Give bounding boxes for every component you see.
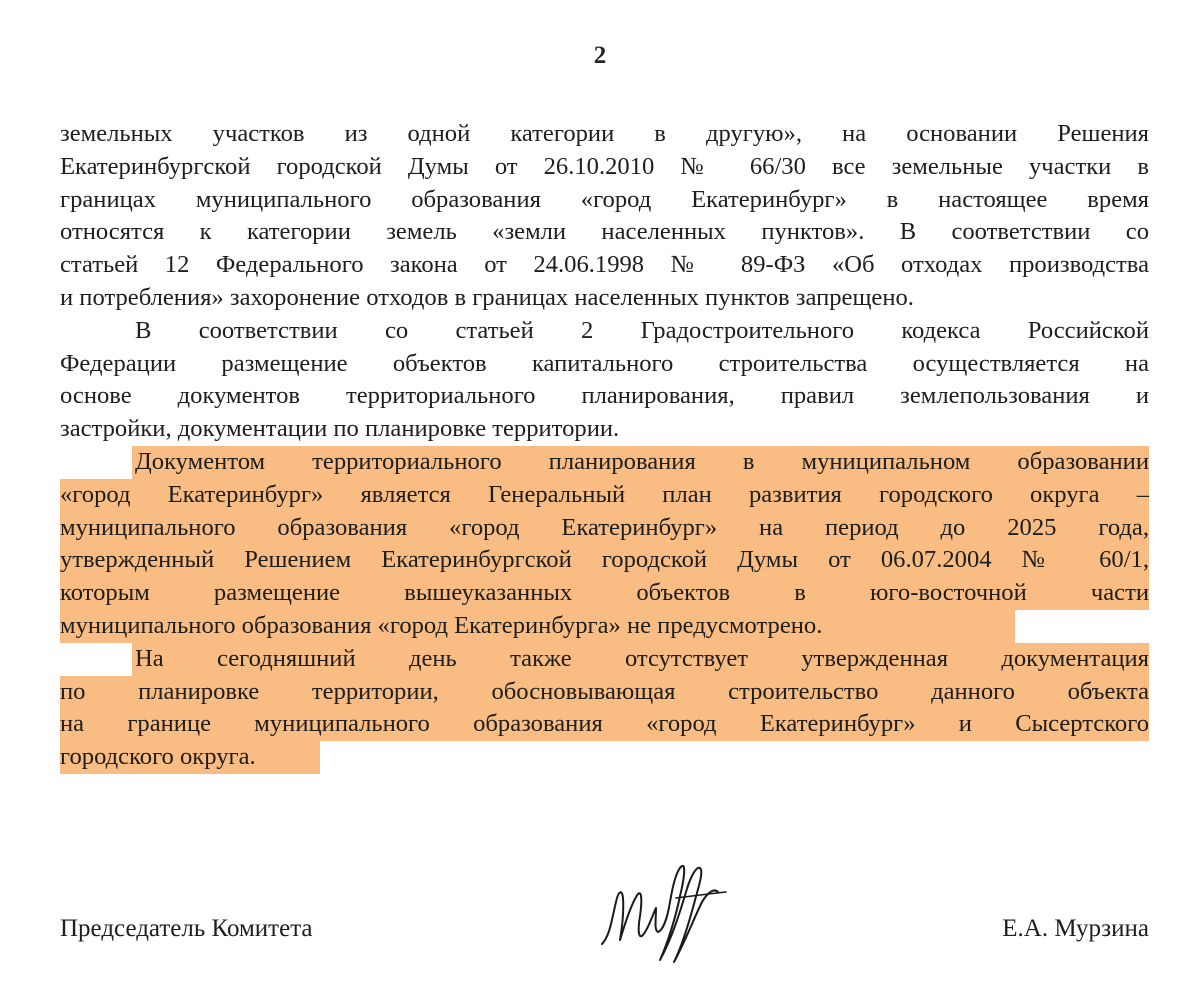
signatory-name: Е.А. Мурзина	[1002, 915, 1149, 942]
highlighted-text-line: муниципального образования «город Екатеринбург» на период до 2025 года,	[60, 512, 1149, 545]
highlighted-text-line: которым размещение вышеуказанных объектов в юго-восточной части	[60, 577, 1149, 610]
highlighted-text-line: утвержденный Решением Екатеринбургской городской Думы от 06.07.2004 № 60/1,	[60, 544, 1149, 577]
text-line: Федерации размещение объектов капитального строительства осуществляется на	[60, 349, 1149, 377]
signatory-title: Председатель Комитета	[60, 915, 313, 942]
text-line: застройки, документации по планировке территории.	[60, 415, 620, 443]
text-line: В соответствии со статьей 2 Градостроительного кодекса Российской	[135, 316, 1149, 344]
highlighted-text-line: Документом территориального планирования в муниципальном образовании	[132, 446, 1149, 479]
highlighted-text-line: муниципального образования «город Екатеринбурга» не предусмотрено.	[60, 610, 1015, 643]
text-line: основе документов территориального планирования, правил землепользования и	[60, 382, 1149, 410]
highlighted-text-line: «город Екатеринбург» является Генеральный план развития городского округа –	[60, 479, 1149, 512]
highlighted-text-line: городского округа.	[60, 741, 320, 774]
highlighted-text-line: На сегодняшний день также отсутствует утвержденная документация	[132, 643, 1149, 676]
document-body	[60, 118, 1149, 774]
text-line: границах муниципального образования «город Екатеринбург» в настоящее время	[60, 185, 1149, 213]
highlighted-text-line: на границе муниципального образования «город Екатеринбург» и Сысертского	[60, 708, 1149, 741]
text-line: Екатеринбургской городской Думы от 26.10.2010 № 66/30 все земельные участки в	[60, 152, 1149, 180]
highlighted-text-line: по планировке территории, обосновывающая строительство данного объекта	[60, 676, 1149, 709]
handwritten-signature	[596, 858, 736, 968]
text-line: относятся к категории земель «земли населенных пунктов». В соответствии со	[60, 218, 1149, 246]
text-line: земельных участков из одной категории в другую», на основании Решения	[60, 120, 1149, 147]
text-line: статьей 12 Федерального закона от 24.06.1998 № 89-ФЗ «Об отходах производства	[60, 251, 1149, 279]
page-number: 2	[593, 42, 607, 69]
text-line: и потребления» захоронение отходов в границах населенных пунктов запрещено.	[60, 283, 914, 311]
